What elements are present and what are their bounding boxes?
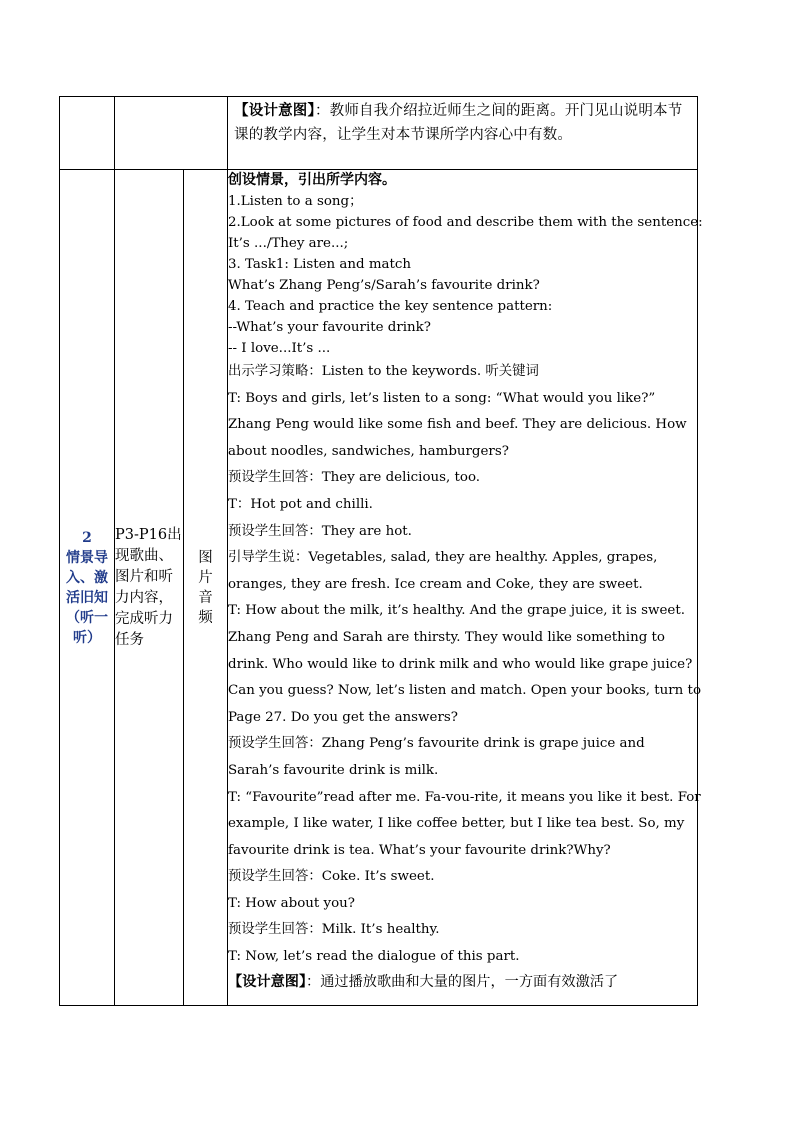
design-intent-paragraph xyxy=(228,971,697,993)
dialogue-line: 预设学生回答：They are hot. xyxy=(228,523,412,539)
dialogue-line: T: Boys and girls, let’s listen to a song: “What would you like?” xyxy=(228,390,656,406)
procedure-heading: 创设情景，引出所学内容。 xyxy=(228,172,396,188)
stage-subtitle: （听一听） xyxy=(66,609,108,646)
pages-text: P3-P16出现歌曲、图片和听力内容，完成听力任务 xyxy=(115,526,182,648)
dialogue-line: Can you guess? Now, let’s listen and match. Open your books, turn to xyxy=(228,683,701,699)
dialogue-line: T: How about the milk, it’s healthy. And the grape juice, it is sweet. xyxy=(228,603,685,619)
dialogue-line: Zhang Peng would like some fish and beef. They are delicious. How xyxy=(228,417,687,433)
stage-title: 情景导入、激活旧知 xyxy=(66,549,108,606)
media-char: 图 xyxy=(198,549,213,566)
dialogue-line: Sarah’s favourite drink is milk. xyxy=(228,762,439,778)
media-char: 片 xyxy=(198,569,213,586)
procedure-line: 1.Listen to a song； xyxy=(228,194,363,209)
stage-cell xyxy=(60,170,115,1006)
empty-cell xyxy=(115,97,228,170)
procedure-line: It’s .../They are...; xyxy=(228,236,349,251)
dialogue-line: example, I like water, I like coffee better, but I like tea best. So, my xyxy=(228,816,685,832)
dialogue-line: T: How about you? xyxy=(228,895,355,911)
media-char: 音 xyxy=(198,589,213,606)
dialogue-line: 预设学生回答：Milk. It’s healthy. xyxy=(228,922,440,938)
stage-number: 2 xyxy=(82,529,92,546)
dialogue-line: T: “Favourite”read after me. Fa-vou-rite, it means you like it best. For xyxy=(228,789,701,805)
dialogue-line: T: Now, let’s read the dialogue of this part. xyxy=(228,949,520,965)
dialogue-line: 预设学生回答：They are delicious, too. xyxy=(228,470,481,486)
procedure-line: What’s Zhang Peng’s/Sarah’s favourite drink? xyxy=(228,278,540,293)
dialogue-line: 引导学生说：Vegetables, salad, they are healthy. Apples, grapes, xyxy=(228,550,658,566)
empty-cell xyxy=(60,97,115,170)
procedure-line: 2.Look at some pictures of food and describe them with the sentence: xyxy=(228,215,703,230)
pages-cell xyxy=(115,170,184,1006)
dialogue-line: Page 27. Do you get the answers? xyxy=(228,709,458,725)
design-intent-label: 【设计意图】 xyxy=(228,973,307,990)
design-intent-text: ：教师自我介绍拉近师生之间的距离。开门见山说明本节课的教学内容，让学生对本节课所学内容心中有数。 xyxy=(234,103,683,143)
table-row-stage-2 xyxy=(60,170,698,1006)
procedure-line: 3. Task1: Listen and match xyxy=(228,257,412,272)
media-cell xyxy=(184,170,228,1006)
dialogue-line: 预设学生回答：Zhang Peng’s favourite drink is grape juice and xyxy=(228,736,645,752)
dialogue-line: favourite drink is tea. What’s your favourite drink?Why? xyxy=(228,842,611,858)
dialogue-line: about noodles, sandwiches, hamburgers? xyxy=(228,443,509,459)
procedure-block-2 xyxy=(228,359,701,971)
dialogue-line: 预设学生回答：Coke. It’s sweet. xyxy=(228,869,435,885)
table-row-intro xyxy=(60,97,698,170)
design-intent-cell xyxy=(228,97,698,170)
design-intent-paragraph xyxy=(228,97,697,147)
dialogue-line: Zhang Peng and Sarah are thirsty. They would like something to xyxy=(228,629,665,645)
procedure-cell xyxy=(228,170,703,1006)
design-intent-text: ：通过播放歌曲和大量的图片，一方面有效激活了 xyxy=(306,973,619,990)
design-intent-label: 【设计意图】 xyxy=(234,102,315,119)
procedure-line: 4. Teach and practice the key sentence pattern: xyxy=(228,299,553,314)
dialogue-line: T：Hot pot and chilli. xyxy=(228,496,373,512)
lesson-plan-table xyxy=(59,96,703,1006)
procedure-line: -- I love...It’s ... xyxy=(228,341,331,356)
dialogue-line: oranges, they are fresh. Ice cream and Coke, they are sweet. xyxy=(228,576,643,592)
media-char: 频 xyxy=(198,609,213,626)
procedure-block-1 xyxy=(228,191,703,359)
dialogue-line: 出示学习策略：Listen to the keywords. 听关键词 xyxy=(228,364,539,379)
procedure-line: --What’s your favourite drink? xyxy=(228,320,431,335)
dialogue-line: drink. Who would like to drink milk and who would like grape juice? xyxy=(228,656,693,672)
